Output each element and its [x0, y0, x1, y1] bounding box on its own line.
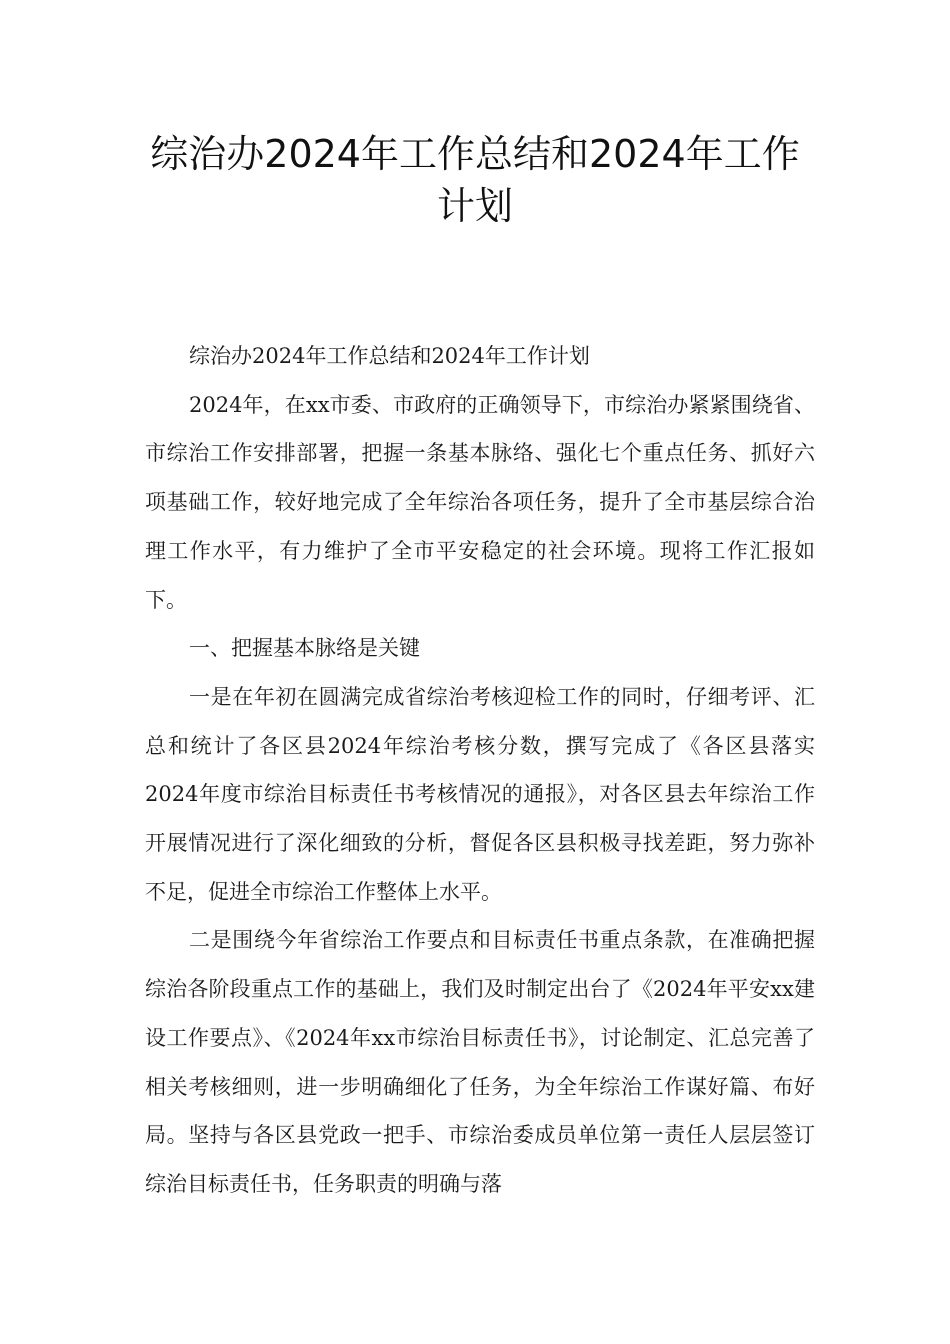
document-body: [145, 332, 815, 1209]
title-line-2: 计划: [436, 184, 513, 228]
paragraph-point-1: 一是在年初在圆满完成省综治考核迎检工作的同时，仔细考评、汇总和统计了各区县2024年综治考核分数，撰写完成了《各区县落实2024年度市综治目标责任书考核情况的通报》，对各区县去年综治工作开展情况进行了深化细致的分析，督促各区县积极寻找差距，努力弥补不足，促进全市综治工作整体上水平。: [145, 684, 815, 904]
paragraph-intro: 2024年，在xx市委、市政府的正确领导下，市综治办紧紧围绕省、市综治工作安排部署，把握一条基本脉络、强化七个重点任务、抓好六项基础工作，较好地完成了全年综治各项任务，提升了全市基层综合治理工作水平，有力维护了全市平安稳定的社会环境。现将工作汇报如下。: [145, 392, 815, 612]
title-line-1: 综治办2024年工作总结和2024年工作: [150, 132, 800, 176]
section-heading-1: 一、把握基本脉络是关键: [189, 636, 420, 661]
paragraph-point-2: 二是围绕今年省综治工作要点和目标责任书重点条款，在准确把握综治各阶段重点工作的基础上，我们及时制定出台了《2024年平安xx建设工作要点》、《2024年xx市综治目标责任书》，讨论制定、汇总完善了相关考核细则，进一步明确细化了任务，为全年综治工作谋好篇、布好局。坚持与各区县党政一把手、市综治委成员单位第一责任人层层签订综治目标责任书，任务职责的明确与落: [145, 928, 815, 1196]
document-title: [140, 128, 810, 232]
paragraph-subtitle: 综治办2024年工作总结和2024年工作计划: [189, 344, 590, 368]
